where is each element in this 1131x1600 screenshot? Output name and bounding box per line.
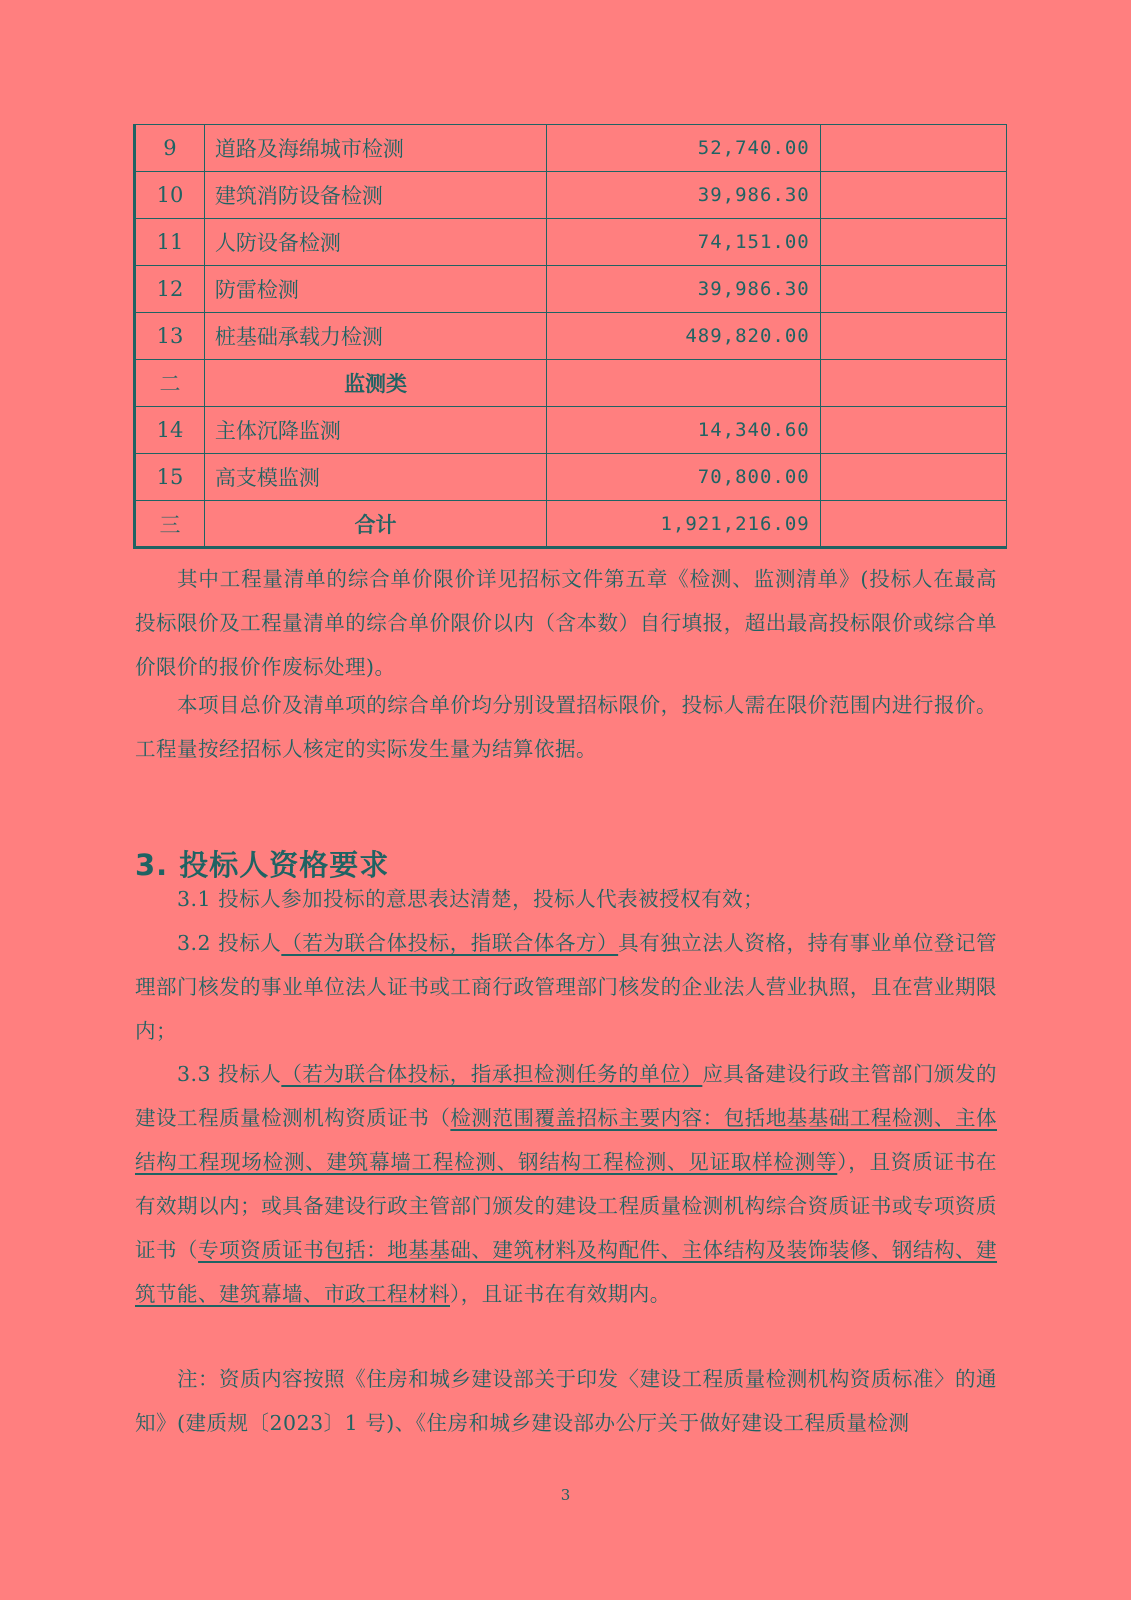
qualification-item-3-2 (135, 921, 997, 1053)
item-3-3-underlined-2: 检测范围覆盖招标主要内容：包括地基基础工程检测、主体结构工程现场检测、建筑幕墙工程检测、钢结构工程检测、见证取样检测等 (135, 1106, 997, 1174)
row-amount-cell: 52,740.00 (547, 125, 821, 172)
item-3-2-lead: 3.2 投标人 (177, 931, 282, 955)
row-item-name-cell: 合计 (204, 501, 546, 548)
row-item-name-cell: 主体沉降监测 (204, 407, 546, 454)
row-note-cell (820, 313, 1006, 360)
row-number-cell: 11 (135, 219, 205, 266)
item-3-3-underlined-1: （若为联合体投标，指承担检测任务的单位） (281, 1062, 703, 1086)
row-item-name-cell: 道路及海绵城市检测 (204, 125, 546, 172)
row-note-cell (820, 360, 1006, 407)
table-row (135, 172, 1007, 219)
item-3-2-underlined: （若为联合体投标，指联合体各方） (281, 931, 619, 955)
row-note-cell (820, 501, 1006, 548)
qualification-item-3-3 (135, 1052, 997, 1316)
row-amount-cell: 70,800.00 (547, 454, 821, 501)
row-note-cell (820, 219, 1006, 266)
paragraph-total-price-limit: 本项目总价及清单项的综合单价均分别设置招标限价，投标人需在限价范围内进行报价。工程量按经招标人核定的实际发生量为结算依据。 (135, 693, 997, 761)
table-row (135, 454, 1007, 501)
table-row (135, 501, 1007, 548)
row-item-name-cell: 人防设备检测 (204, 219, 546, 266)
price-table-body (135, 125, 1007, 548)
table-row (135, 219, 1007, 266)
section-heading: 3. 投标人资格要求 (135, 848, 390, 882)
item-3-3-body-3: ），且证书在有效期内。 (450, 1282, 671, 1306)
table-row (135, 360, 1007, 407)
row-amount-cell: 39,986.30 (547, 172, 821, 219)
row-item-name-cell: 防雷检测 (204, 266, 546, 313)
item-3-3-body-2: ），且资质证书在有效期以内；或具备建设行政主管部门颁发的建设工程质量检测机构综合资质证书或专项资质证书（ (135, 1150, 997, 1262)
row-number-cell: 15 (135, 454, 205, 501)
row-number-cell: 三 (135, 501, 205, 548)
row-amount-cell: 14,340.60 (547, 407, 821, 454)
qualification-item-3-1: 3.1 投标人参加投标的意思表达清楚，投标人代表被授权有效； (177, 887, 765, 911)
item-3-3-underlined-3: 专项资质证书包括：地基基础、建筑材料及构配件、主体结构及装饰装修、钢结构、建筑节能、建筑幕墙、市政工程材料 (135, 1238, 998, 1306)
row-note-cell (820, 172, 1006, 219)
row-item-name-cell: 建筑消防设备检测 (204, 172, 546, 219)
page-number: 3 (560, 1486, 571, 1504)
row-note-cell (820, 407, 1006, 454)
row-number-cell: 12 (135, 266, 205, 313)
table-row (135, 125, 1007, 172)
row-number-cell: 10 (135, 172, 205, 219)
item-3-3-lead: 3.3 投标人 (177, 1062, 282, 1086)
row-amount-cell (547, 360, 821, 407)
row-note-cell (820, 266, 1006, 313)
row-note-cell (820, 125, 1006, 172)
row-note-cell (820, 454, 1006, 501)
row-number-cell: 13 (135, 313, 205, 360)
row-item-name-cell: 监测类 (204, 360, 546, 407)
row-number-cell: 9 (135, 125, 205, 172)
row-item-name-cell: 桩基础承载力检测 (204, 313, 546, 360)
row-amount-cell: 74,151.00 (547, 219, 821, 266)
item-3-2-body: 具有独立法人资格，持有事业单位登记管理部门核发的事业单位法人证书或工商行政管理部门核发的企业法人营业执照，且在营业期限内； (135, 931, 998, 1043)
row-number-cell: 二 (135, 360, 205, 407)
price-table (133, 124, 1007, 549)
row-item-name-cell: 高支模监测 (204, 454, 546, 501)
table-row (135, 266, 1007, 313)
table-row (135, 313, 1007, 360)
qualification-note: 注：资质内容按照《住房和城乡建设部关于印发〈建设工程质量检测机构资质标准〉的通知》(建质规〔2023〕1 号)、《住房和城乡建设部办公厅关于做好建设工程质量检测 (135, 1367, 997, 1435)
row-amount-cell: 39,986.30 (547, 266, 821, 313)
table-row (135, 407, 1007, 454)
row-amount-cell: 489,820.00 (547, 313, 821, 360)
item-3-3-body-1: 应具备建设行政主管部门颁发的建设工程质量检测机构资质证书（ (135, 1062, 998, 1130)
paragraph-unit-price-limit: 其中工程量清单的综合单价限价详见招标文件第五章《检测、监测清单》(投标人在最高投标限价及工程量清单的综合单价限价以内（含本数）自行填报，超出最高投标限价或综合单价限价的报价作废标处理)。 (135, 567, 997, 679)
row-number-cell: 14 (135, 407, 205, 454)
row-amount-cell: 1,921,216.09 (547, 501, 821, 548)
